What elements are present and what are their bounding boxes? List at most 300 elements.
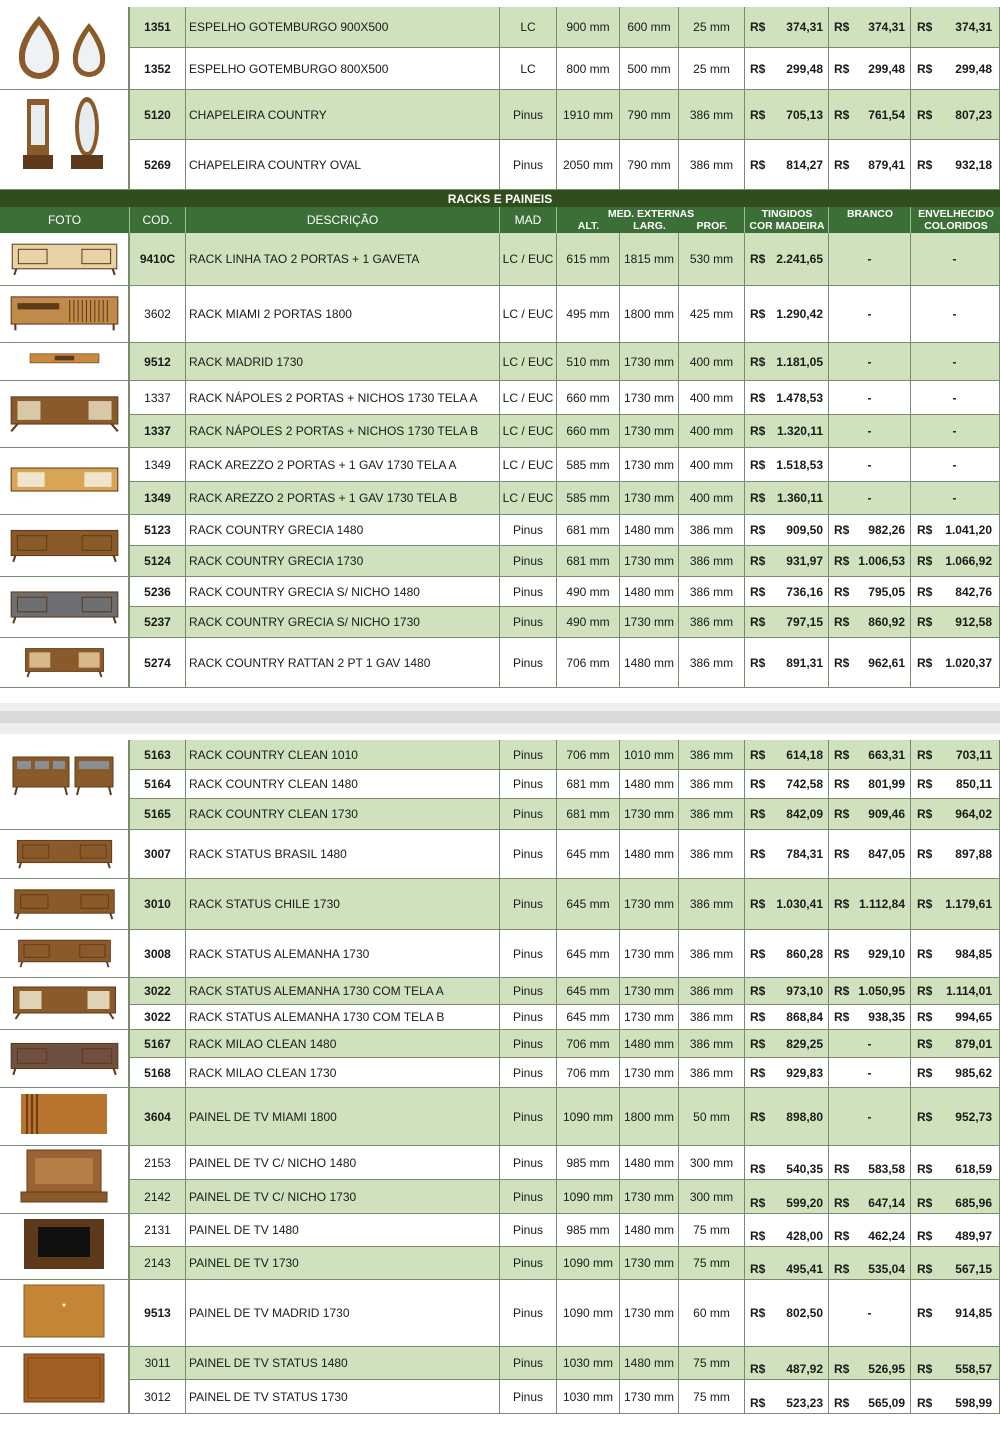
rack-napoles-image xyxy=(7,384,122,444)
height-value xyxy=(556,415,619,447)
width-value xyxy=(619,1005,678,1029)
width-value-text: 1730 mm xyxy=(623,1306,675,1320)
table-row xyxy=(0,415,1000,448)
price-value: 879,01 xyxy=(955,1036,992,1051)
currency-symbol: R$ xyxy=(750,1162,766,1176)
price-value: 807,23 xyxy=(955,107,992,122)
product-photo xyxy=(0,7,129,90)
header-cor-madeira: COR MADEIRA xyxy=(749,220,825,232)
price-value: 801,99 xyxy=(868,777,905,791)
price-branco xyxy=(828,90,910,139)
product-description-text: CHAPELEIRA COUNTRY OVAL xyxy=(189,157,362,172)
price-value: 299,48 xyxy=(955,61,992,76)
price-value: 850,11 xyxy=(955,777,992,791)
price-value: 962,61 xyxy=(868,655,905,670)
depth-value-text: 400 mm xyxy=(689,354,734,369)
price-tingidos xyxy=(744,1005,828,1029)
wood-type xyxy=(499,1058,556,1087)
height-value-text: 681 mm xyxy=(566,807,610,821)
product-code xyxy=(129,233,185,285)
product-photo xyxy=(0,381,129,448)
price-branco xyxy=(828,1214,910,1246)
height-value-text: 615 mm xyxy=(566,252,610,266)
price-value: 984,85 xyxy=(955,946,992,961)
product-code xyxy=(129,515,185,545)
depth-value-text: 400 mm xyxy=(689,491,734,505)
product-description-text: RACK LINHA TAO 2 PORTAS + 1 GAVETA xyxy=(189,252,420,266)
product-photo xyxy=(0,930,129,978)
height-value xyxy=(556,1380,619,1413)
product-code-text: 2153 xyxy=(144,1155,171,1170)
currency-symbol: R$ xyxy=(917,655,933,670)
product-description xyxy=(185,830,499,878)
price-envelhecido xyxy=(910,286,1000,342)
price-branco xyxy=(828,482,910,514)
price-branco xyxy=(828,1005,910,1029)
price-value: 703,11 xyxy=(955,747,992,762)
product-description xyxy=(185,515,499,545)
product-code xyxy=(129,770,185,798)
depth-value-text: 386 mm xyxy=(689,847,734,861)
price-tingidos xyxy=(744,546,828,576)
price-envelhecido xyxy=(910,343,1000,380)
wood-type-text: Pinus xyxy=(512,1010,544,1024)
depth-value-text: 386 mm xyxy=(689,1010,734,1024)
product-description-text: RACK STATUS ALEMANHA 1730 xyxy=(189,946,370,961)
product-description xyxy=(185,7,499,47)
currency-symbol: R$ xyxy=(917,1065,933,1080)
wood-type xyxy=(499,1180,556,1213)
price-value: 299,48 xyxy=(786,61,823,76)
depth-value-text: 425 mm xyxy=(689,307,734,321)
height-value-text: 706 mm xyxy=(566,1065,610,1080)
price-tingidos xyxy=(744,515,828,545)
product-description-text: RACK MIAMI 2 PORTAS 1800 xyxy=(189,307,352,321)
product-description-text: PAINEL DE TV STATUS 1480 xyxy=(189,1356,348,1370)
product-code-text: 5274 xyxy=(144,655,171,670)
price-branco xyxy=(828,1380,910,1413)
wood-type xyxy=(499,879,556,929)
currency-symbol: R$ xyxy=(834,1196,850,1210)
currency-symbol: R$ xyxy=(750,1362,766,1376)
header-prof: PROF. xyxy=(696,220,728,232)
table-row xyxy=(0,90,1000,140)
product-code-text: 2143 xyxy=(144,1256,171,1270)
wood-type-text: Pinus xyxy=(512,847,544,861)
product-code xyxy=(129,482,185,514)
header-foto: FOTO xyxy=(47,213,82,227)
height-value-text: 490 mm xyxy=(566,615,610,629)
painel-miami-image xyxy=(19,1092,109,1141)
product-description xyxy=(185,978,499,1004)
wood-type-text: Pinus xyxy=(512,747,544,762)
price-value: 914,85 xyxy=(955,1306,992,1320)
wood-type-text: Pinus xyxy=(512,946,544,961)
width-value xyxy=(619,1347,678,1379)
header-med-externas-label: MED. EXTERNAS xyxy=(607,208,695,220)
currency-symbol: R$ xyxy=(917,897,933,911)
table-row xyxy=(0,1030,1000,1058)
price-value: 879,41 xyxy=(868,157,905,172)
price-envelhecido xyxy=(910,879,1000,929)
price-value: 1.066,92 xyxy=(945,554,992,568)
depth-value xyxy=(678,799,744,829)
wood-type-text: Pinus xyxy=(512,107,544,122)
width-value-text: 1480 mm xyxy=(623,584,675,599)
depth-value-text: 386 mm xyxy=(689,747,734,762)
depth-value-text: 400 mm xyxy=(689,457,734,472)
price-value: 487,92 xyxy=(786,1362,823,1376)
table-row xyxy=(0,233,1000,286)
product-description-text: RACK COUNTRY CLEAN 1480 xyxy=(189,777,358,791)
product-description-text: ESPELHO GOTEMBURGO 900X500 xyxy=(189,20,389,34)
price-value: 495,41 xyxy=(786,1262,823,1276)
wood-type xyxy=(499,770,556,798)
currency-symbol: R$ xyxy=(750,491,766,505)
price-value: 964,02 xyxy=(955,807,992,821)
wood-type xyxy=(499,1280,556,1346)
currency-symbol: R$ xyxy=(834,584,850,599)
currency-symbol: R$ xyxy=(917,615,933,629)
product-code-text: 3012 xyxy=(144,1389,171,1404)
product-code xyxy=(129,286,185,342)
currency-symbol: R$ xyxy=(834,523,850,537)
currency-symbol: R$ xyxy=(834,20,850,34)
width-value-text: 1730 mm xyxy=(623,1010,675,1024)
price-tingidos xyxy=(744,1180,828,1213)
table-row xyxy=(0,1380,1000,1414)
product-code xyxy=(129,381,185,414)
currency-symbol: R$ xyxy=(917,1262,933,1276)
depth-value xyxy=(678,415,744,447)
product-photo xyxy=(0,740,129,830)
product-code xyxy=(129,740,185,769)
height-value-text: 681 mm xyxy=(566,554,610,568)
wood-type-text: Pinus xyxy=(512,584,544,599)
currency-symbol: R$ xyxy=(917,1196,933,1210)
wood-type xyxy=(499,448,556,481)
price-tingidos xyxy=(744,607,828,637)
price-value: 938,35 xyxy=(868,1010,905,1024)
product-description xyxy=(185,343,499,380)
currency-symbol: R$ xyxy=(750,1229,766,1243)
price-value: - xyxy=(867,252,872,266)
wood-type-text: LC / EUC xyxy=(502,390,554,405)
wood-type-text: Pinus xyxy=(512,1356,544,1370)
width-value xyxy=(619,1214,678,1246)
width-value-text: 1480 mm xyxy=(623,1036,675,1051)
currency-symbol: R$ xyxy=(750,457,766,472)
product-description-text: RACK STATUS ALEMANHA 1730 COM TELA A xyxy=(189,984,444,998)
height-value-text: 495 mm xyxy=(566,307,610,321)
product-code xyxy=(129,90,185,139)
width-value-text: 790 mm xyxy=(627,107,671,122)
width-value-text: 790 mm xyxy=(627,157,671,172)
currency-symbol: R$ xyxy=(917,946,933,961)
price-value: 489,97 xyxy=(955,1229,992,1243)
rack-clean-image xyxy=(9,747,119,822)
price-value: 526,95 xyxy=(868,1362,905,1376)
product-description xyxy=(185,740,499,769)
depth-value-text: 75 mm xyxy=(693,1223,730,1237)
currency-symbol: R$ xyxy=(834,157,850,172)
product-description xyxy=(185,1214,499,1246)
height-value xyxy=(556,546,619,576)
price-value: 860,92 xyxy=(868,615,905,629)
depth-value xyxy=(678,1005,744,1029)
price-value: 897,88 xyxy=(955,847,992,861)
depth-value-text: 400 mm xyxy=(689,424,734,438)
product-code-text: 3010 xyxy=(144,897,171,911)
depth-value xyxy=(678,381,744,414)
depth-value xyxy=(678,286,744,342)
wood-type xyxy=(499,1005,556,1029)
currency-symbol: R$ xyxy=(750,307,766,321)
price-branco xyxy=(828,1247,910,1279)
price-envelhecido xyxy=(910,1088,1000,1145)
product-code-text: 3007 xyxy=(144,847,171,861)
rack-milao-image xyxy=(7,1033,122,1084)
height-value xyxy=(556,90,619,139)
wood-type xyxy=(499,515,556,545)
product-description-text: RACK NÁPOLES 2 PORTAS + NICHOS 1730 TELA A xyxy=(189,390,478,405)
table-row xyxy=(0,930,1000,978)
price-value: 374,31 xyxy=(868,20,905,34)
depth-value-text: 300 mm xyxy=(689,1189,734,1204)
price-tingidos xyxy=(744,140,828,189)
product-description xyxy=(185,1247,499,1279)
price-branco xyxy=(828,233,910,285)
price-branco xyxy=(828,546,910,576)
product-description xyxy=(185,415,499,447)
depth-value-text: 386 mm xyxy=(689,554,734,568)
width-value xyxy=(619,930,678,977)
price-value: 1.181,05 xyxy=(776,354,823,369)
table-row xyxy=(0,546,1000,577)
price-value: 891,31 xyxy=(786,655,823,670)
price-value: 1.020,37 xyxy=(945,655,992,670)
price-tingidos xyxy=(744,770,828,798)
price-value: 558,57 xyxy=(955,1362,992,1376)
wood-type xyxy=(499,799,556,829)
price-tingidos xyxy=(744,415,828,447)
price-envelhecido xyxy=(910,1005,1000,1029)
product-code-text: 5163 xyxy=(144,747,171,762)
product-code-text: 5124 xyxy=(144,554,171,568)
currency-symbol: R$ xyxy=(834,777,850,791)
price-tingidos xyxy=(744,1030,828,1057)
price-value: 565,09 xyxy=(868,1396,905,1410)
product-code-text: 5236 xyxy=(144,584,171,599)
width-value xyxy=(619,830,678,878)
product-code xyxy=(129,1030,185,1057)
product-photo xyxy=(0,448,129,515)
price-value: 1.478,53 xyxy=(776,390,823,405)
section-title xyxy=(0,190,1000,207)
table-row xyxy=(0,515,1000,546)
wood-type-text: LC / EUC xyxy=(502,252,554,266)
currency-symbol: R$ xyxy=(750,157,766,172)
product-code-text: 5269 xyxy=(144,157,171,172)
width-value-text: 600 mm xyxy=(627,20,671,34)
price-branco xyxy=(828,879,910,929)
width-value xyxy=(619,381,678,414)
product-description-text: ESPELHO GOTEMBURGO 800X500 xyxy=(189,61,389,76)
height-value xyxy=(556,482,619,514)
price-branco xyxy=(828,577,910,606)
price-value: 1.112,84 xyxy=(858,897,905,911)
product-code xyxy=(129,546,185,576)
price-value: 909,50 xyxy=(786,523,823,537)
depth-value-text: 75 mm xyxy=(693,1356,730,1370)
product-code xyxy=(129,1347,185,1379)
depth-value-text: 25 mm xyxy=(693,20,730,34)
price-envelhecido xyxy=(910,577,1000,606)
product-photo xyxy=(0,638,129,688)
width-value-text: 1730 mm xyxy=(623,1389,675,1404)
price-value: 847,05 xyxy=(868,847,905,861)
product-code-text: 2131 xyxy=(144,1223,171,1237)
height-value-text: 985 mm xyxy=(566,1223,610,1237)
product-description xyxy=(185,799,499,829)
price-value: 802,50 xyxy=(786,1306,823,1320)
height-value-text: 510 mm xyxy=(566,354,610,369)
currency-symbol: R$ xyxy=(750,252,766,266)
currency-symbol: R$ xyxy=(917,777,933,791)
price-value: 797,15 xyxy=(786,615,823,629)
wood-type-text: Pinus xyxy=(512,1065,544,1080)
product-description xyxy=(185,1180,499,1213)
price-branco xyxy=(828,140,910,189)
product-code xyxy=(129,1214,185,1246)
rack-rattan-image xyxy=(7,641,122,684)
product-code xyxy=(129,48,185,89)
depth-value-text: 300 mm xyxy=(689,1155,734,1170)
price-value: 761,54 xyxy=(868,107,905,122)
height-value xyxy=(556,879,619,929)
currency-symbol: R$ xyxy=(750,1396,766,1410)
price-tingidos xyxy=(744,879,828,929)
product-description-text: RACK MADRID 1730 xyxy=(189,354,304,369)
width-value-text: 1730 mm xyxy=(623,390,675,405)
wood-type xyxy=(499,1030,556,1057)
price-tingidos xyxy=(744,343,828,380)
product-description xyxy=(185,448,499,481)
product-code xyxy=(129,415,185,447)
product-description xyxy=(185,140,499,189)
price-value: - xyxy=(952,354,957,369)
height-value-text: 1090 mm xyxy=(562,1189,614,1204)
product-code-text: 5164 xyxy=(144,777,171,791)
price-value: 1.006,53 xyxy=(858,554,905,568)
height-value xyxy=(556,343,619,380)
price-value: 736,16 xyxy=(786,584,823,599)
height-value-text: 800 mm xyxy=(566,61,610,76)
painel-madrid-image xyxy=(22,1283,106,1344)
price-tingidos xyxy=(744,577,828,606)
price-value: 982,26 xyxy=(868,523,905,537)
height-value xyxy=(556,799,619,829)
price-envelhecido xyxy=(910,1380,1000,1413)
price-tingidos xyxy=(744,90,828,139)
price-value: - xyxy=(867,307,872,321)
wood-type-text: Pinus xyxy=(512,1189,544,1204)
height-value-text: 660 mm xyxy=(566,424,610,438)
depth-value-text: 386 mm xyxy=(689,157,734,172)
height-value-text: 645 mm xyxy=(566,946,610,961)
depth-value xyxy=(678,1146,744,1179)
depth-value-text: 60 mm xyxy=(693,1306,730,1320)
price-envelhecido xyxy=(910,1214,1000,1246)
header-coloridos: COLORIDOS xyxy=(924,220,988,232)
depth-value xyxy=(678,515,744,545)
depth-value-text: 386 mm xyxy=(689,777,734,791)
price-branco xyxy=(828,930,910,977)
height-value xyxy=(556,1214,619,1246)
width-value xyxy=(619,1146,678,1179)
depth-value xyxy=(678,740,744,769)
depth-value-text: 50 mm xyxy=(693,1109,730,1124)
table-row xyxy=(0,1214,1000,1247)
price-value: 1.360,11 xyxy=(776,491,823,505)
width-value-text: 1730 mm xyxy=(623,984,675,998)
depth-value-text: 386 mm xyxy=(689,523,734,537)
wood-type xyxy=(499,140,556,189)
currency-symbol: R$ xyxy=(750,20,766,34)
price-tingidos xyxy=(744,448,828,481)
height-value xyxy=(556,830,619,878)
wood-type xyxy=(499,1380,556,1413)
price-value: 614,18 xyxy=(786,747,823,762)
currency-symbol: R$ xyxy=(917,157,933,172)
table-row xyxy=(0,770,1000,799)
currency-symbol: R$ xyxy=(750,655,766,670)
price-value: 829,25 xyxy=(786,1036,823,1051)
wood-type-text: Pinus xyxy=(512,157,544,172)
price-value: 931,97 xyxy=(786,554,823,568)
price-envelhecido xyxy=(910,381,1000,414)
currency-symbol: R$ xyxy=(917,61,933,76)
header-cod: COD. xyxy=(129,207,185,233)
product-description xyxy=(185,1146,499,1179)
table-header xyxy=(0,207,1000,233)
price-value: 1.114,01 xyxy=(945,984,992,998)
wood-type-text: LC / EUC xyxy=(502,491,554,505)
currency-symbol: R$ xyxy=(917,523,933,537)
product-photo xyxy=(0,830,129,879)
price-envelhecido xyxy=(910,607,1000,637)
wood-type xyxy=(499,233,556,285)
header-envelhecido-label: ENVELHECIDO xyxy=(918,208,994,220)
currency-symbol: R$ xyxy=(750,554,766,568)
depth-value xyxy=(678,930,744,977)
price-envelhecido xyxy=(910,140,1000,189)
height-value xyxy=(556,381,619,414)
product-code-text: 5165 xyxy=(144,807,171,821)
currency-symbol: R$ xyxy=(917,1109,933,1124)
width-value xyxy=(619,140,678,189)
wood-type-text: LC xyxy=(520,20,536,34)
height-value xyxy=(556,607,619,637)
depth-value xyxy=(678,233,744,285)
product-description xyxy=(185,879,499,929)
wood-type xyxy=(499,1088,556,1145)
page-break-bar xyxy=(0,711,1000,723)
price-envelhecido xyxy=(910,930,1000,977)
wood-type xyxy=(499,830,556,878)
price-branco xyxy=(828,7,910,47)
currency-symbol: R$ xyxy=(834,897,850,911)
